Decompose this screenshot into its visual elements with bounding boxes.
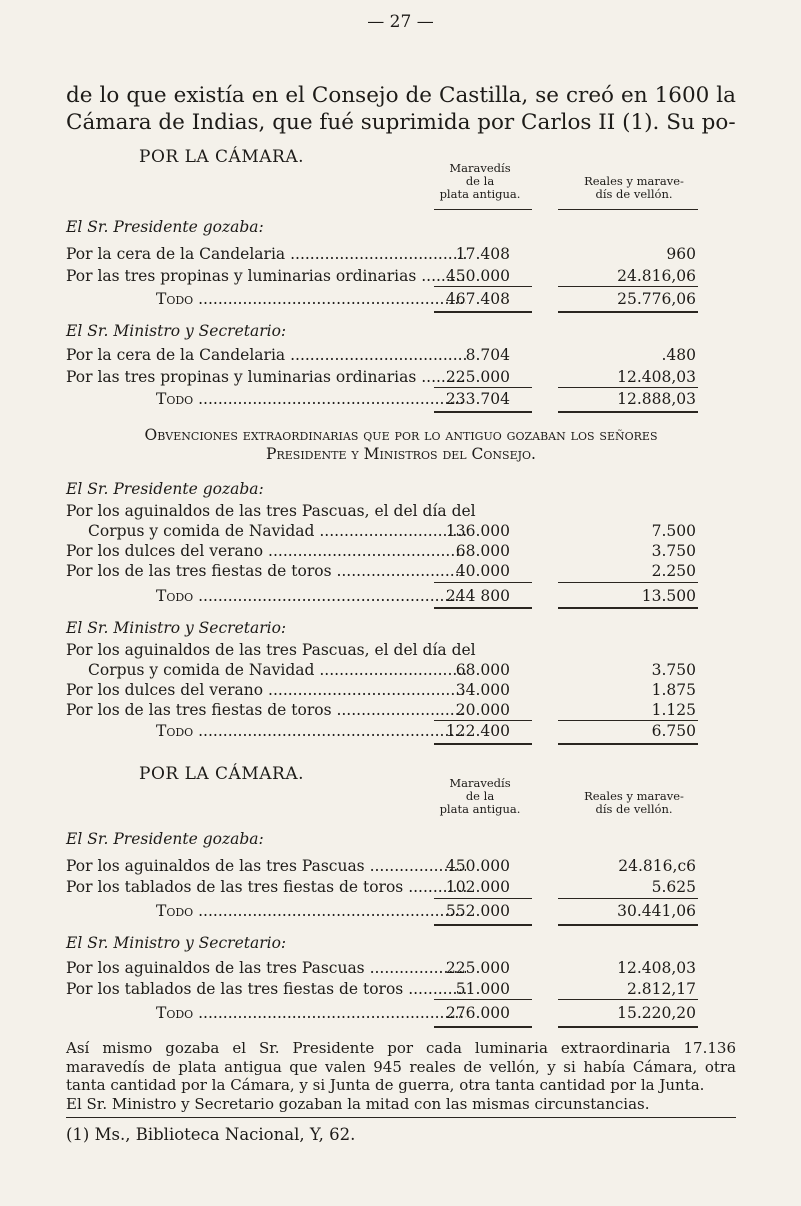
total-rule bbox=[558, 924, 698, 926]
total-rule bbox=[434, 311, 532, 313]
total-rule bbox=[434, 411, 532, 413]
column-header-reales: Reales y marave- dís de vellón. bbox=[584, 789, 684, 816]
closing-paragraph: Así mismo gozaba el Sr. Presidente por cada luminaria extraordinaria 17.136 maravedís de plata antigua que valen 945 reales de vellón, y si había Cámara, otra tanta cantidad por la Cámara, y si Junta de guerra, otra tanta cantidad por la Junta. El Sr. Ministro y Secretario gozaban la mitad con las mismas circunstancias. bbox=[66, 1039, 736, 1113]
intro-paragraph: de lo que existía en el Consejo de Castilla, se creó en 1600 la Cámara de Indias, que fué suprimida por Carlos II (1). Su po- bbox=[66, 83, 736, 135]
sum-rule bbox=[434, 582, 532, 583]
sum-rule bbox=[434, 387, 532, 388]
sum-rule bbox=[434, 898, 532, 899]
total-rule bbox=[558, 411, 698, 413]
heading-presidente: El Sr. Presidente gozaba: bbox=[66, 830, 264, 848]
total-rule bbox=[558, 311, 698, 313]
column-header-maravedis: Maravedís de la plata antigua. bbox=[439, 161, 521, 201]
sum-rule bbox=[434, 999, 532, 1000]
sum-rule bbox=[558, 582, 698, 583]
total-rule bbox=[558, 1026, 698, 1028]
total-rule bbox=[434, 1026, 532, 1028]
sum-rule bbox=[558, 286, 698, 287]
sum-rule bbox=[558, 898, 698, 899]
sum-rule bbox=[558, 387, 698, 388]
total-rule bbox=[434, 924, 532, 926]
heading-presidente: El Sr. Presidente gozaba: bbox=[66, 218, 264, 236]
total-rule bbox=[434, 743, 532, 745]
heading-ministro: El Sr. Ministro y Secretario: bbox=[66, 619, 287, 637]
header-rule bbox=[558, 209, 698, 210]
sum-rule bbox=[558, 999, 698, 1000]
section-title-camara-1: POR LA CÁMARA. bbox=[139, 147, 304, 167]
column-header-maravedis: Maravedís de la plata antigua. bbox=[439, 776, 521, 816]
heading-ministro: El Sr. Ministro y Secretario: bbox=[66, 934, 287, 952]
header-rule bbox=[434, 209, 532, 210]
sum-rule bbox=[558, 720, 698, 721]
heading-ministro: El Sr. Ministro y Secretario: bbox=[66, 322, 287, 340]
total-rule bbox=[558, 607, 698, 609]
section-title-camara-2: POR LA CÁMARA. bbox=[139, 764, 304, 784]
total-rule bbox=[434, 607, 532, 609]
sum-rule bbox=[434, 286, 532, 287]
footnote: (1) Ms., Biblioteca Nacional, Y, 62. bbox=[66, 1125, 356, 1144]
section-title-obvenciones: Obvenciones extraordinarias que por lo antiguo gozaban los señores Presidente y Ministros del Consejo. bbox=[144, 426, 658, 463]
column-header-reales: Reales y marave- dís de vellón. bbox=[584, 174, 684, 201]
sum-rule bbox=[434, 720, 532, 721]
footnote-divider bbox=[66, 1117, 736, 1118]
heading-presidente: El Sr. Presidente gozaba: bbox=[66, 480, 264, 498]
total-rule bbox=[558, 743, 698, 745]
page-number: — 27 — bbox=[367, 12, 434, 32]
